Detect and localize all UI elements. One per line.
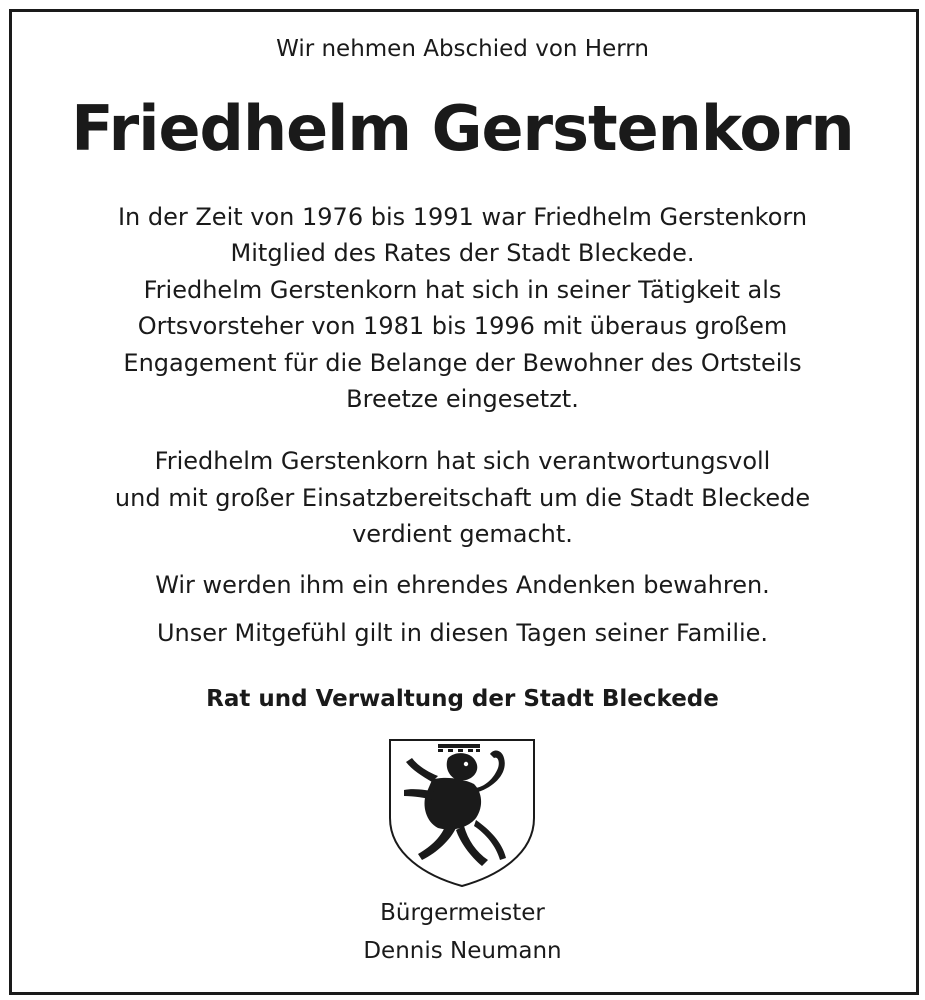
paragraph4: Unser Mitgefühl gilt in diesen Tagen seiner Familie. bbox=[156, 619, 769, 647]
paragraph1-line4: Ortsvorsteher von 1981 bis 1996 mit überaus großem bbox=[137, 312, 788, 340]
intro-line: Wir nehmen Abschied von Herrn bbox=[276, 36, 649, 62]
paragraph1-line5: Engagement für die Belange der Bewohner des Ortsteils bbox=[123, 349, 802, 377]
paragraph3: Wir werden ihm ein ehrendes Andenken bewahren. bbox=[155, 571, 770, 599]
signature-title: Bürgermeister bbox=[380, 900, 545, 926]
signature-organization: Rat und Verwaltung der Stadt Bleckede bbox=[206, 686, 719, 712]
signature-name: Dennis Neumann bbox=[363, 938, 562, 964]
paragraph1-line3: Friedhelm Gerstenkorn hat sich in seiner Tätigkeit als bbox=[143, 276, 782, 304]
paragraph1-line6: Breetze eingesetzt. bbox=[346, 385, 579, 413]
paragraph1-line2: Mitglied des Rates der Stadt Bleckede. bbox=[230, 239, 695, 267]
paragraph1-line1: In der Zeit von 1976 bis 1991 war Friedhelm Gerstenkorn bbox=[117, 203, 808, 231]
paragraph2-line1: Friedhelm Gerstenkorn hat sich verantwortungsvoll bbox=[154, 447, 771, 475]
deceased-name: Friedhelm Gerstenkorn bbox=[71, 92, 854, 165]
coat-of-arms-lion-icon bbox=[386, 736, 538, 888]
paragraph2-line3: verdient gemacht. bbox=[352, 520, 573, 548]
paragraph2-line2: und mit großer Einsatzbereitschaft um die Stadt Bleckede bbox=[114, 484, 811, 512]
